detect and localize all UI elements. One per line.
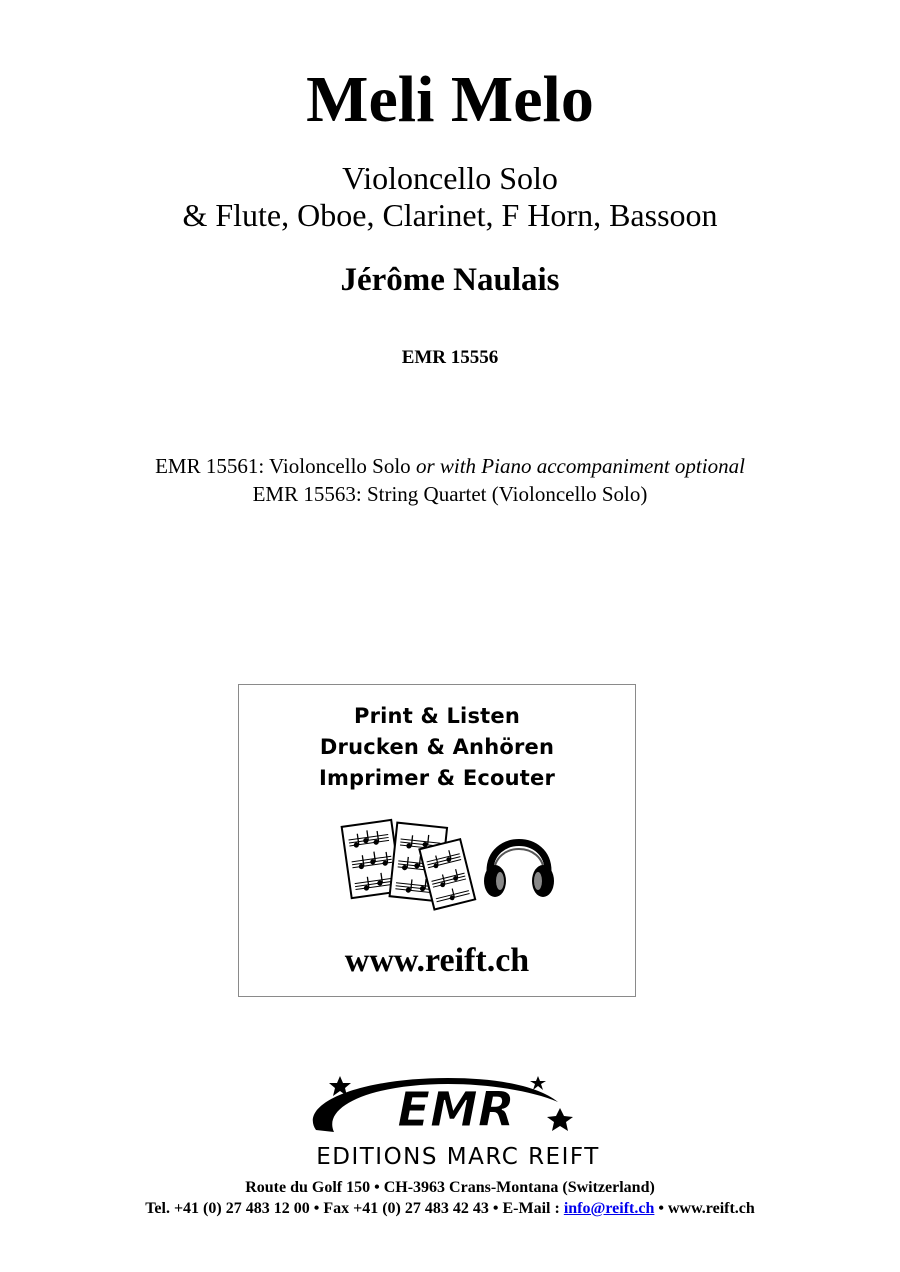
headphones-icon: [484, 843, 554, 898]
publisher-fax: Fax +41 (0) 27 483 42 43: [323, 1200, 489, 1217]
instrumentation-line-1: Violoncello Solo: [342, 160, 558, 196]
publisher-address: Route du Golf 150 • CH-3963 Crans-Montana (Switzerland): [245, 1179, 655, 1196]
related-editions: [0, 452, 900, 508]
website-link[interactable]: www.reift.ch: [668, 1200, 755, 1217]
instrumentation-line-2: & Flute, Oboe, Clarinet, F Horn, Bassoon: [182, 197, 718, 233]
separator: •: [492, 1200, 499, 1217]
related-edition-text: Violoncello Solo: [269, 454, 411, 478]
promo-line-french: Imprimer & Ecouter: [318, 766, 556, 790]
promo-illustration: [335, 815, 565, 915]
promo-website[interactable]: www.reift.ch: [344, 942, 530, 979]
print-listen-box: [238, 684, 636, 997]
email-label: E-Mail :: [502, 1200, 560, 1217]
separator: •: [313, 1200, 320, 1217]
catalog-number: EMR 15556: [401, 347, 499, 368]
separator: •: [658, 1200, 664, 1217]
related-edition-note: or with Piano accompaniment optional: [415, 454, 745, 478]
related-edition-code: EMR 15563:: [252, 482, 362, 506]
logo-emr-text: EMR: [397, 1082, 515, 1138]
publisher-contact: [0, 1199, 900, 1219]
publisher-logo: [238, 1072, 678, 1172]
publisher-phone: Tel. +41 (0) 27 483 12 00: [145, 1200, 310, 1217]
related-edition-2: [0, 480, 900, 508]
page-title: Meli Melo: [306, 63, 594, 136]
publisher-name: EDITIONS MARC REIFT: [316, 1144, 600, 1170]
composer-name: Jérôme Naulais: [340, 262, 560, 298]
promo-line-german: Drucken & Anhören: [319, 735, 555, 759]
sheet-music-icon: [342, 820, 476, 910]
email-link[interactable]: info@reift.ch: [563, 1200, 655, 1217]
promo-line-english: Print & Listen: [354, 704, 520, 728]
related-edition-text: String Quartet (Violoncello Solo): [366, 482, 648, 506]
related-edition-1: [0, 452, 900, 480]
related-edition-code: EMR 15561:: [155, 454, 265, 478]
emr-logo-icon: [313, 1076, 573, 1138]
instrumentation: [0, 160, 900, 234]
